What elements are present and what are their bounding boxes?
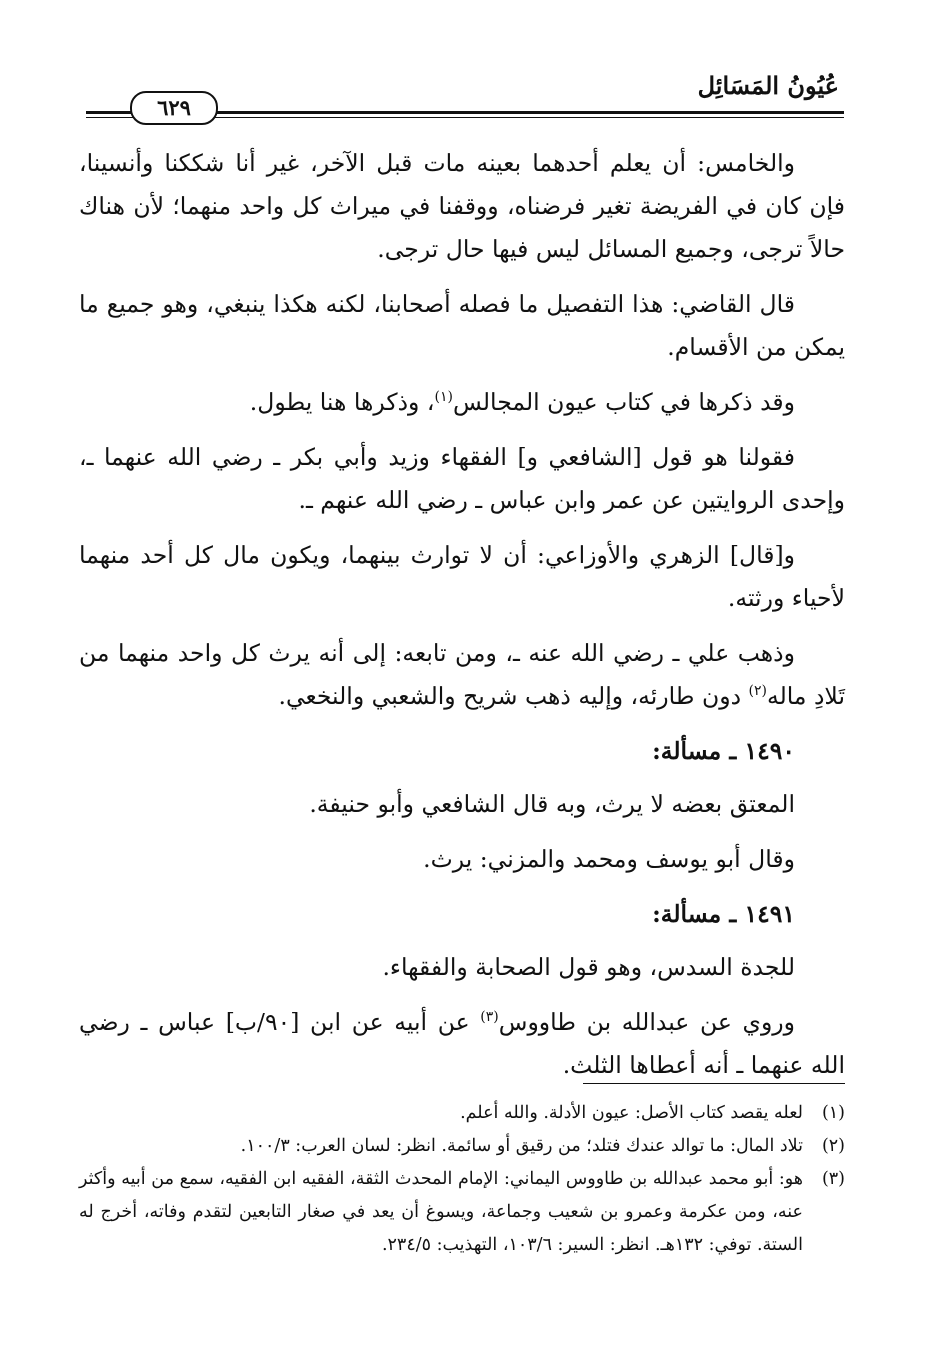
footnote-reference: (٢) (748, 683, 767, 700)
paragraph-text: وروي عن عبدالله بن طاووس (498, 1008, 795, 1036)
footnote (79, 1097, 845, 1130)
main-text (79, 142, 845, 1099)
footnote-separator (583, 1083, 845, 1084)
masala-heading: ١٤٩١ ـ مسألة: (652, 900, 795, 928)
footnote-text: تلاد المال: ما توالد عندك فتلد؛ من رقيق أو سائمة. انظر: لسان العرب: ١٠٠/٣. (240, 1136, 803, 1156)
paragraph-text: وقد ذكرها في كتاب عيون المجالس (452, 388, 795, 416)
footnote-text: لعله يقصد كتاب الأصل: عيون الأدلة. والله أعلم. (460, 1103, 803, 1123)
paragraph-text: دون طارئه، وإليه ذهب شريح والشعبي والنخعي. (278, 682, 749, 710)
masala-heading: ١٤٩٠ ـ مسألة: (652, 737, 795, 765)
footnote-reference: (٣) (480, 1009, 499, 1026)
paragraph: والخامس: أن يعلم أحدهما بعينه مات قبل الآخر، غير أنا شككنا وأنسينا، فإن كان في الفريضة تغير فرضناه، ووقفنا في ميراث كل واحد منهما؛ لأن هناك حالاً ترجى، وجميع المسائل ليس فيها حال ترجى. (79, 149, 845, 263)
paragraph: وقال أبو يوسف ومحمد والمزني: يرث. (423, 845, 795, 873)
paragraph-text: عن أبيه عن ابن [٩٠/ب] عباس ـ رضي الله عنهما ـ أنه أعطاها الثلث. (79, 1008, 845, 1079)
footnote-number: (٣) (821, 1169, 845, 1189)
paragraph (79, 381, 845, 424)
footnote (79, 1163, 845, 1262)
paragraph: فقولنا هو قول [الشافعي و] الفقهاء وزيد وأبي بكر ـ رضي الله عنهما ـ، وإحدى الروايتين عن عمر وابن عباس ـ رضي الله عنهم ـ. (79, 443, 845, 514)
paragraph: و[قال] الزهري والأوزاعي: أن لا توارث بينهما، ويكون مال كل أحد منهما لأحياء ورثته. (79, 541, 845, 612)
paragraph: المعتق بعضه لا يرث، وبه قال الشافعي وأبو حنيفة. (309, 790, 795, 818)
footnote-number: (٢) (821, 1136, 845, 1156)
footnote (79, 1130, 845, 1163)
paragraph: للجدة السدس، وهو قول الصحابة والفقهاء. (382, 953, 795, 981)
running-title: عُيُونُ المَسَائِل (697, 71, 839, 100)
footnote-number: (١) (821, 1103, 845, 1123)
paragraph (79, 632, 845, 718)
footnote-reference: (١) (434, 389, 453, 406)
paragraph (79, 1001, 845, 1087)
paragraph: قال القاضي: هذا التفصيل ما فصله أصحابنا، لكنه هكذا ينبغي، وهو جميع ما يمكن من الأقسام. (79, 290, 845, 361)
paragraph-text: ، وذكرها هنا يطول. (249, 388, 435, 416)
footnote-text: هو: أبو محمد عبدالله بن طاووس اليماني: الإمام المحدث الثقة، الفقيه ابن الفقيه، سمع من أبيه وأكثر عنه، ومن عكرمة وعمرو بن شعيب وجماعة، ويسوغ أن يعد في صغار التابعين لتقدم وفاته، أخرج له الستة. توفي: ١٣٢هـ. انظر: السير: ١٠٣/٦، التهذيب: ٢٣٤/٥. (79, 1169, 803, 1255)
page-number-badge: ٦٢٩ (130, 91, 218, 125)
footnotes (79, 1097, 845, 1262)
paragraph-text: وذهب علي ـ رضي الله عنه ـ، ومن تابعه: إلى أنه يرث كل واحد منهما من تَلادِ ماله (79, 639, 845, 710)
